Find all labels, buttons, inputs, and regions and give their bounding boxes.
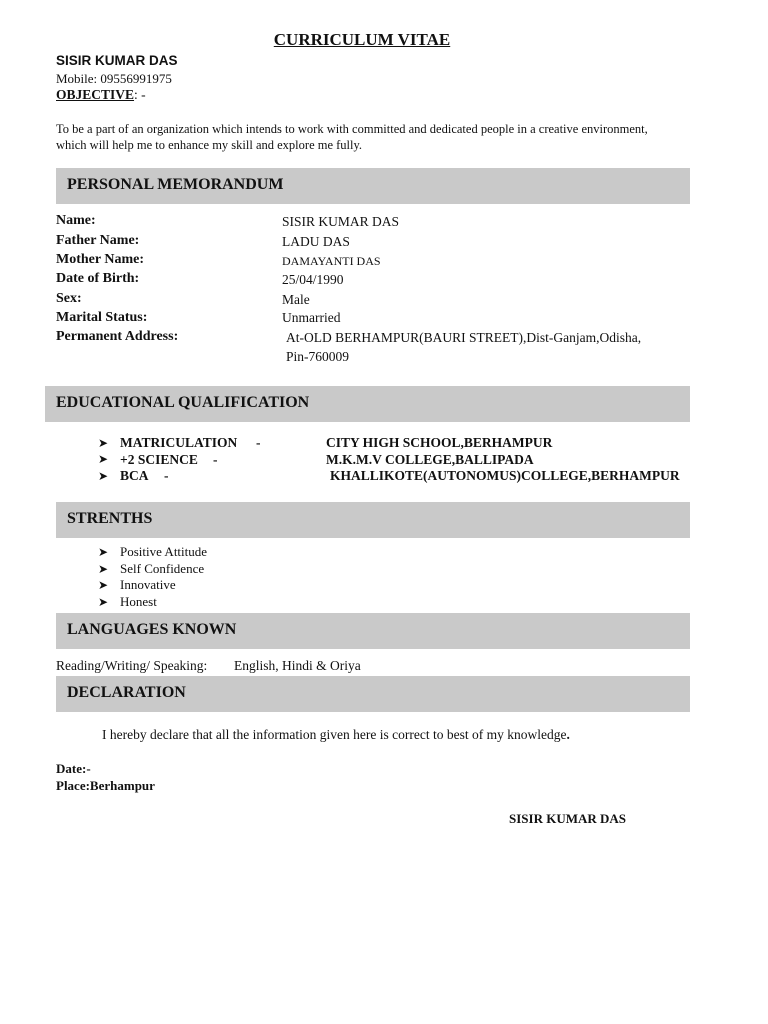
field-value-marital: Unmarried xyxy=(282,310,341,325)
field-label-dob: Date of Birth: xyxy=(56,271,140,286)
field-label-sex: Sex: xyxy=(56,291,82,306)
arrowhead-bullet-icon: ➤ xyxy=(98,469,109,483)
field-label-name: Name: xyxy=(56,213,96,228)
objective-line-2: which will help me to enhance my skill and explore me fully. xyxy=(56,138,363,152)
strengths-section-header xyxy=(56,502,690,538)
objective-label: OBJECTIVE xyxy=(56,87,135,102)
arrowhead-bullet-icon: ➤ xyxy=(98,545,109,559)
strength-item: Honest xyxy=(120,594,157,609)
education-dash: - xyxy=(213,452,218,467)
field-value-dob: 25/04/1990 xyxy=(282,272,344,287)
field-value-address: At-OLD BERHAMPUR(BAURI STREET),Dist-Ganjam,Odisha, xyxy=(286,330,642,345)
section-heading: DECLARATION xyxy=(67,684,186,701)
section-heading: STRENTHS xyxy=(67,510,153,527)
education-institution: KHALLIKOTE(AUTONOMUS)COLLEGE,BERHAMPUR xyxy=(330,468,680,483)
field-value-name: SISIR KUMAR DAS xyxy=(282,214,400,229)
education-course: MATRICULATION xyxy=(120,435,238,450)
candidate-name: SISIR KUMAR DAS xyxy=(56,53,178,68)
date-label: Date:- xyxy=(56,761,91,776)
field-value-mother: DAMAYANTI DAS xyxy=(282,254,381,268)
field-label-father: Father Name: xyxy=(56,233,140,248)
page-title: CURRICULUM VITAE xyxy=(273,30,451,49)
education-course: BCA xyxy=(120,468,149,483)
section-heading: PERSONAL MEMORANDUM xyxy=(67,176,284,193)
objective-text xyxy=(56,121,716,153)
field-label-address: Permanent Address: xyxy=(56,329,179,344)
field-value-father: LADU DAS xyxy=(282,234,350,249)
declaration-period: . xyxy=(566,727,570,742)
signature-name: SISIR KUMAR DAS xyxy=(509,811,627,826)
education-section-header xyxy=(45,386,690,422)
arrowhead-bullet-icon: ➤ xyxy=(98,578,109,592)
objective-heading xyxy=(56,87,146,103)
strength-item: Self Confidence xyxy=(120,561,205,576)
education-institution: M.K.M.V COLLEGE,BALLIPADA xyxy=(326,452,534,467)
personal-section-header xyxy=(56,168,690,204)
languages-value: English, Hindi & Oriya xyxy=(234,658,361,673)
section-heading: LANGUAGES KNOWN xyxy=(67,621,237,638)
arrowhead-bullet-icon: ➤ xyxy=(98,436,109,450)
field-label-marital: Marital Status: xyxy=(56,310,148,325)
education-institution: CITY HIGH SCHOOL,BERHAMPUR xyxy=(326,435,553,450)
arrowhead-bullet-icon: ➤ xyxy=(98,562,109,576)
strength-item: Innovative xyxy=(120,577,176,592)
mobile-number: Mobile: 09556991975 xyxy=(56,71,172,86)
objective-suffix: : - xyxy=(134,87,146,102)
declaration-text xyxy=(102,727,570,743)
education-course: +2 SCIENCE xyxy=(120,452,198,467)
objective-line-1: To be a part of an organization which intends to work with committed and dedicated people in a creative environment, xyxy=(56,122,648,136)
section-heading: EDUCATIONAL QUALIFICATION xyxy=(56,394,310,411)
education-dash: - xyxy=(256,435,261,450)
arrowhead-bullet-icon: ➤ xyxy=(98,452,109,466)
languages-label: Reading/Writing/ Speaking: xyxy=(56,658,208,673)
arrowhead-bullet-icon: ➤ xyxy=(98,595,109,609)
languages-section-header xyxy=(56,613,690,649)
declaration-section-header xyxy=(56,676,690,712)
field-label-mother: Mother Name: xyxy=(56,252,144,267)
education-dash: - xyxy=(164,468,169,483)
place-label: Place:Berhampur xyxy=(56,778,155,793)
strength-item: Positive Attitude xyxy=(120,544,208,559)
field-value-sex: Male xyxy=(282,292,310,307)
field-value-address-pin: Pin-760009 xyxy=(286,349,350,364)
declaration-body: I hereby declare that all the information given here is correct to best of my knowledge xyxy=(102,727,567,742)
